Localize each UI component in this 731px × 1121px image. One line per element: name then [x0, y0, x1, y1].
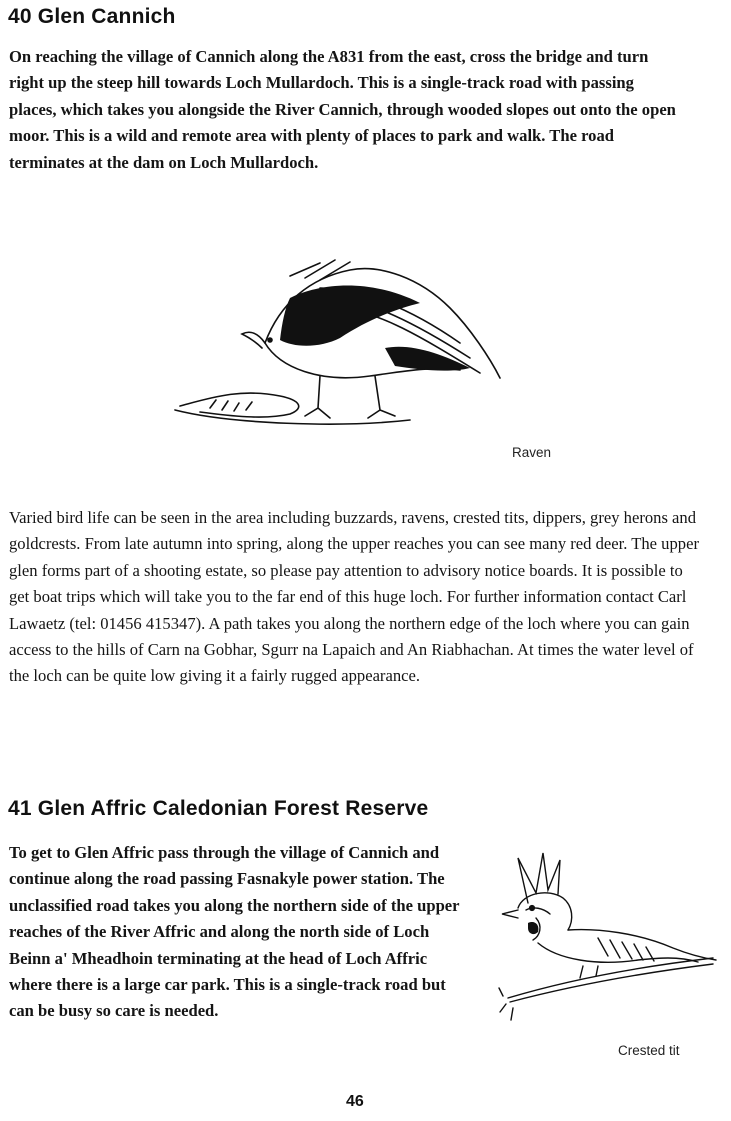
crested-tit-illustration [488, 848, 718, 1023]
glen-cannich-wildlife-text: Varied bird life can be seen in the area including buzzards, ravens, crested tits, dippers, grey herons and goldcrests. From late autumn into spring, along the upper reaches you can see many red deer. The upper glen forms part of a shooting estate, so please pay attention to advisory notice boards. It is possible to get boat trips which will take you to the far end of this huge loch. For further information contact Carl Lawaetz (tel: 01456 415347). A path takes you along the northern edge of the loch where you can gain access to the hills of Carn na Gobhar, Sgurr na Lapaich and An Riabhachan. At times the water level of the loch can be quite low giving it a fairly rugged appearance. [9, 508, 699, 686]
section-heading-glen-cannich: 40 Glen Cannich [8, 5, 176, 28]
glen-cannich-directions: On reaching the village of Cannich along the A831 from the east, cross the bridge and turn right up the steep hill towards Loch Mullardoch. This is a single-track road with passing places, which takes you alongside the River Cannich, through wooded slopes out onto the open moor. This is a wild and remote area with plenty of places to park and walk. The road terminates at the dam on Loch Mullardoch. [9, 47, 676, 172]
crested-tit-caption: Crested tit [618, 1043, 680, 1058]
raven-illustration [170, 248, 520, 438]
page-number: 46 [346, 1093, 364, 1110]
glen-affric-directions: To get to Glen Affric pass through the village of Cannich and continue along the road passing Fasnakyle power station. The unclassified road takes you along the northern side of the upper reaches of the River Affric and along the north side of Loch Beinn a' Mheadhoin terminating at the head of Loch Affric where there is a large car park. This is a single-track road but can be busy so care is needed. [9, 843, 460, 1021]
raven-caption: Raven [512, 445, 552, 460]
section-heading-glen-affric: 41 Glen Affric Caledonian Forest Reserve [8, 797, 429, 820]
